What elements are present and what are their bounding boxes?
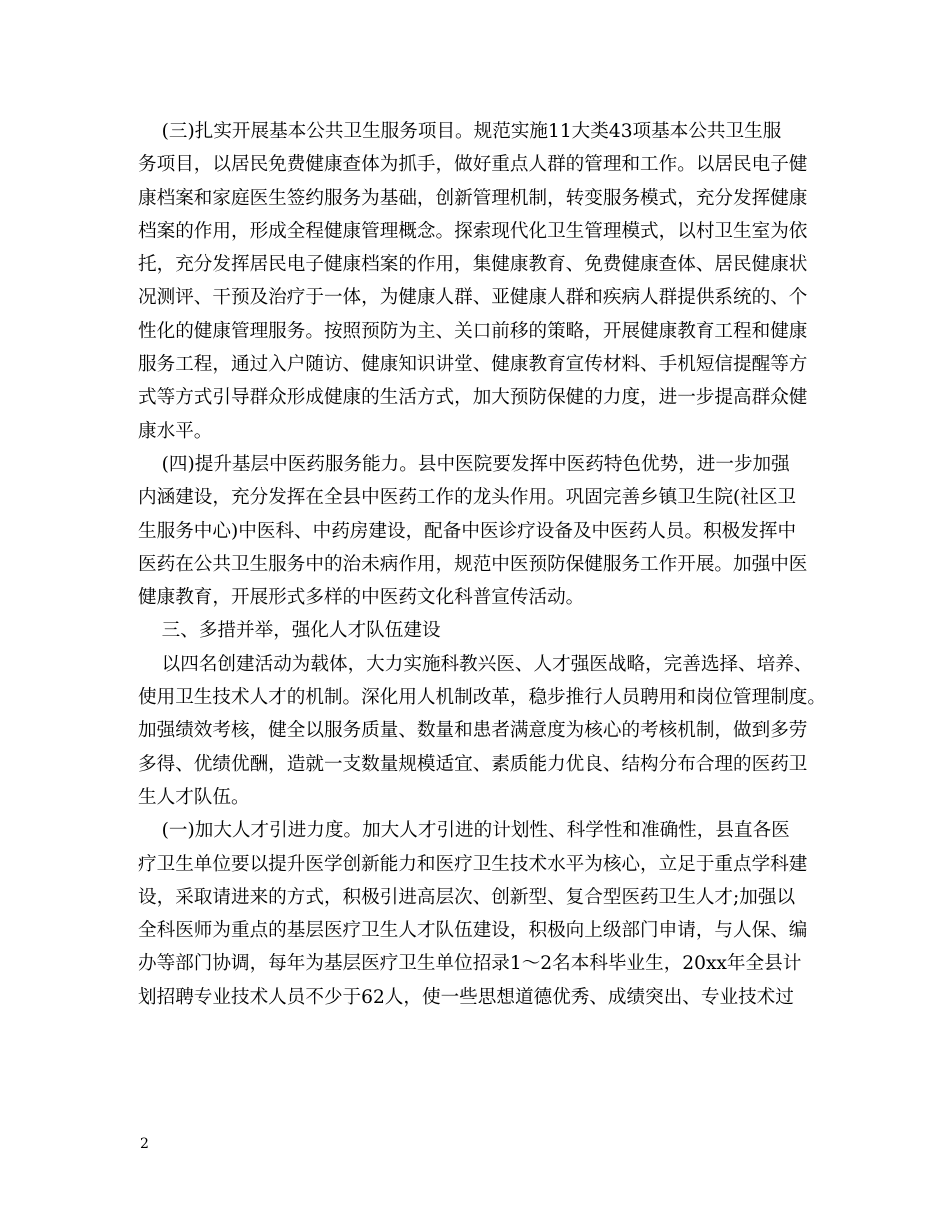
text-line: 全科医师为重点的基层医疗卫生人才队伍建设，积极向上级部门申请，与人保、编 [138,920,808,942]
text-line: 办等部门协调，每年为基层医疗卫生单位招录1～2名本科毕业生，20xx年全县计 [138,953,802,975]
text-line: 服务工程，通过入户随访、健康知识讲堂、健康教育宣传材料、手机短信提醒等方 [138,354,808,376]
text-line: 内涵建设，充分发挥在全县中医药工作的龙头作用。巩固完善乡镇卫生院(社区卫 [138,487,797,509]
text-line: 设，采取请进来的方式，积极引进高层次、创新型、复合型医药卫生人才;加强以 [138,886,796,908]
text-line: 式等方式引导群众形成健康的生活方式，加大预防保健的力度，进一步提高群众健 [138,387,808,409]
text-line: 务项目，以居民免费健康查体为抓手，做好重点人群的管理和工作。以居民电子健 [138,154,808,176]
page-number: 2 [140,1136,149,1152]
text-line: 档案的作用，形成全程健康管理概念。探索现代化卫生管理模式，以村卫生室为依 [138,220,808,242]
text-line: (三)扎实开展基本公共卫生服务项目。规范实施11大类43项基本公共卫生服 [138,121,782,142]
body-text [138,115,826,1014]
text-line: 生人才队伍。 [138,786,250,808]
text-line: (四)提升基层中医药服务能力。县中医院要发挥中医药特色优势，进一步加强 [138,453,790,475]
text-line: 多得、优绩优酬，造就一支数量规模适宜、素质能力优良、结构分布合理的医药卫 [138,753,808,775]
text-line: 三、多措并举，强化人才队伍建设 [138,620,441,642]
text-line: 医药在公共卫生服务中的治未病作用，规范中医预防保健服务工作开展。加强中医 [138,553,808,575]
text-line: (一)加大人才引进力度。加大人才引进的计划性、科学性和准确性，县直各医 [138,820,790,842]
text-line: 性化的健康管理服务。按照预防为主、关口前移的策略，开展健康教育工程和健康 [138,320,808,342]
text-line: 划招聘专业技术人员不少于62人，使一些思想道德优秀、成绩突出、专业技术过 [138,986,794,1008]
text-line: 生服务中心)中医科、中药房建设，配备中医诊疗设备及中医药人员。积极发挥中 [138,520,797,542]
text-line: 康水平。 [138,420,213,442]
text-line: 况测评、干预及治疗于一体，为健康人群、亚健康人群和疾病人群提供系统的、个 [138,287,808,309]
text-line: 疗卫生单位要以提升医学创新能力和医疗卫生技术水平为核心，立足于重点学科建 [138,853,808,875]
text-line: 健康教育，开展形式多样的中医药文化科普宣传活动。 [138,587,585,609]
text-line: 使用卫生技术人才的机制。深化用人机制改革，稳步推行人员聘用和岗位管理制度。 [138,687,826,709]
text-line: 加强绩效考核，健全以服务质量、数量和患者满意度为核心的考核机制，做到多劳 [138,720,808,742]
text-line: 以四名创建活动为载体，大力实施科教兴医、人才强医战略，完善选择、培养、 [138,653,813,675]
text-line: 托，充分发挥居民电子健康档案的作用，集健康教育、免费健康查体、居民健康状 [138,254,808,276]
text-line: 康档案和家庭医生签约服务为基础，创新管理机制，转变服务模式，充分发挥健康 [138,187,808,209]
